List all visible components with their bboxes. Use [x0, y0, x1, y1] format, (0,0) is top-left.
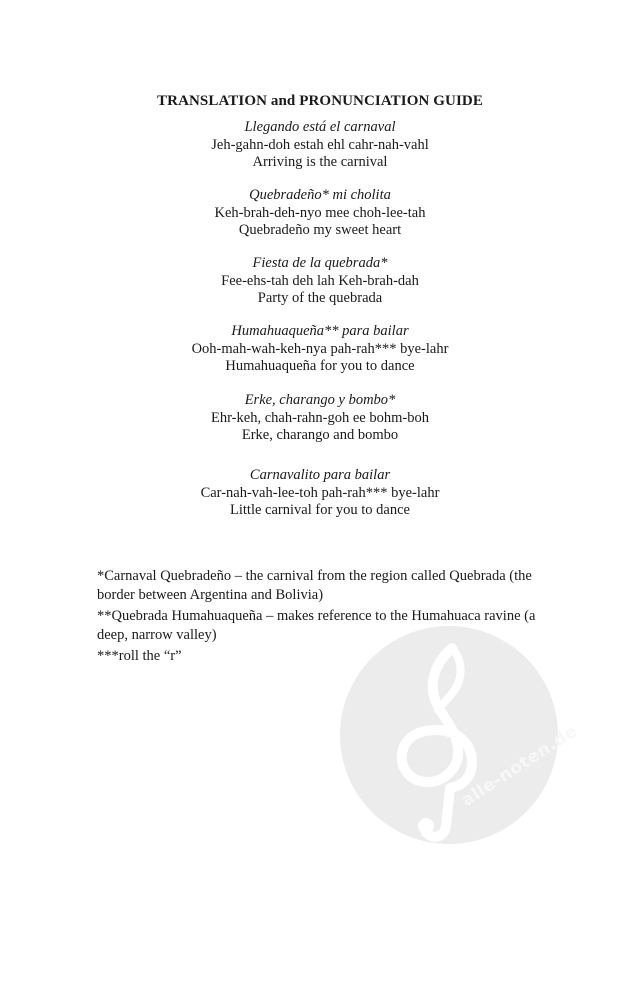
verse-english: Party of the quebrada — [257, 290, 383, 306]
verse-3 — [0, 255, 640, 308]
verse-spanish: Humahuaqueña** para bailar — [231, 323, 409, 339]
footnote-2: **Quebrada Humahuaqueña – makes reference to the Humahuaca ravine (a deep, narrow valley) — [97, 608, 536, 643]
verse-1 — [0, 119, 640, 172]
verse-pronunciation: Fee-ehs-tah deh lah Keh-brah-dah — [221, 272, 419, 289]
verse-english: Erke, charango and bombo — [241, 427, 399, 443]
verse-spanish: Llegando está el carnaval — [244, 119, 396, 135]
verse-english: Quebradeño my sweet heart — [238, 222, 402, 238]
verse-spanish: Carnavalito para bailar — [249, 467, 391, 483]
verse-spanish: Fiesta de la quebrada* — [252, 255, 388, 271]
verse-pronunciation: Ooh-mah-wah-keh-nya pah-rah*** bye-lahr — [191, 340, 449, 357]
verse-english: Arriving is the carnival — [252, 154, 388, 170]
watermark-text: alle-noten.de — [458, 721, 582, 811]
verse-spanish: Erke, charango y bombo* — [244, 392, 396, 408]
footnote-1: *Carnaval Quebradeño – the carnival from the region called Quebrada (the border between Argentina and Bolivia) — [97, 568, 532, 603]
verse-spanish: Quebradeño* mi cholita — [249, 187, 391, 203]
verse-english: Humahuaqueña for you to dance — [225, 358, 415, 374]
verse-5 — [0, 392, 640, 445]
verse-pronunciation: Jeh-gahn-doh estah ehl cahr-nah-vahl — [211, 136, 429, 153]
verse-6 — [0, 467, 640, 520]
verse-2 — [0, 187, 640, 240]
footnote-3: ***roll the “r” — [97, 648, 182, 664]
verse-english: Little carnival for you to dance — [230, 502, 410, 518]
verse-pronunciation: Ehr-keh, chah-rahn-goh ee bohm-boh — [211, 409, 429, 426]
page-title: TRANSLATION and PRONUNCIATION GUIDE — [157, 93, 483, 109]
verse-4 — [0, 323, 640, 376]
verse-pronunciation: Car-nah-vah-lee-toh pah-rah*** bye-lahr — [200, 484, 440, 501]
verse-pronunciation: Keh-brah-deh-nyo mee choh-lee-tah — [214, 204, 426, 221]
